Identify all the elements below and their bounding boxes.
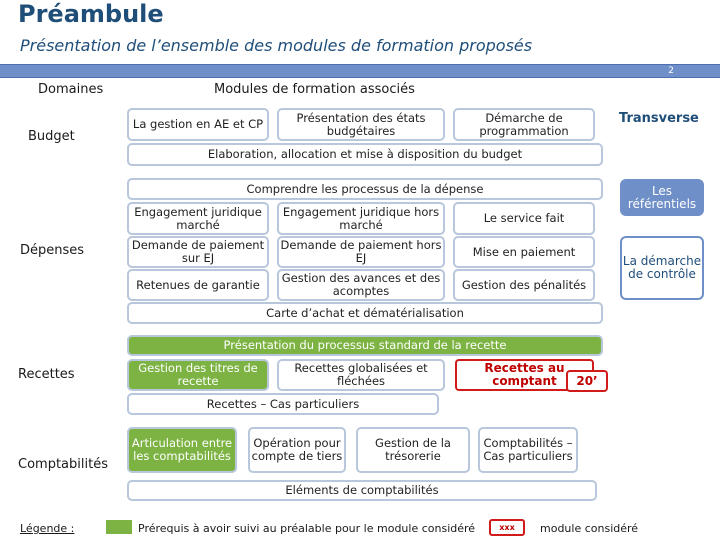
- module-dp-hors-ej: Demande de paiement hors EJ: [277, 236, 445, 268]
- module-recettes-globalisees: Recettes globalisées et fléchées: [277, 359, 445, 391]
- module-ej-marche: Engagement juridique marché: [127, 202, 269, 235]
- module-mise-en-paiement: Mise en paiement: [453, 236, 595, 268]
- module-ej-hors-marche: Engagement juridique hors marché: [277, 202, 445, 235]
- legend-red-text: module considéré: [540, 522, 639, 535]
- module-gestion-tresorerie: Gestion de la trésorerie: [356, 427, 470, 473]
- legend-green-swatch: [106, 520, 132, 534]
- legend-green-text: Prérequis à avoir suivi au préalable pour le module considéré: [138, 522, 476, 535]
- legend-label: Légende :: [20, 522, 75, 535]
- module-articulation-comptabilites: Articulation entre les comptabilités: [127, 427, 237, 473]
- domain-recettes: Recettes: [18, 367, 75, 382]
- module-elaboration-budget: Elaboration, allocation et mise à disposition du budget: [127, 143, 603, 166]
- page-number: 2: [668, 66, 674, 76]
- module-dp-sur-ej: Demande de paiement sur EJ: [127, 236, 269, 268]
- page-title: Préambule: [18, 0, 164, 28]
- module-service-fait: Le service fait: [453, 202, 595, 235]
- module-avances-acomptes: Gestion des avances et des acomptes: [277, 269, 445, 301]
- page-subtitle: Présentation de l’ensemble des modules de formation proposés: [20, 36, 533, 55]
- module-recettes-cas-particuliers: Recettes – Cas particuliers: [127, 393, 439, 415]
- module-gestion-ae-cp: La gestion en AE et CP: [127, 108, 269, 141]
- module-titres-recette: Gestion des titres de recette: [127, 359, 269, 391]
- demarche-controle-box: La démarche de contrôle: [620, 236, 704, 300]
- domain-depenses: Dépenses: [20, 243, 85, 258]
- referentiels-box: Les référentiels: [620, 179, 704, 216]
- module-processus-recette: Présentation du processus standard de la recette: [127, 335, 603, 356]
- module-carte-achat: Carte d’achat et dématérialisation: [127, 302, 603, 324]
- duration-badge: 20’: [566, 370, 608, 392]
- transverse-label: Transverse: [619, 111, 699, 126]
- module-etats-budgetaires: Présentation des états budgétaires: [277, 108, 445, 141]
- module-elements-comptabilites: Eléments de comptabilités: [127, 480, 597, 501]
- module-retenues-garantie: Retenues de garantie: [127, 269, 269, 301]
- legend-red-swatch: xxx: [489, 519, 525, 536]
- module-recettes-comptant: Recettes au comptant: [455, 359, 594, 391]
- module-comptabilites-cas-particuliers: Comptabilités – Cas particuliers: [478, 427, 578, 473]
- domain-budget: Budget: [28, 129, 75, 144]
- module-processus-depense: Comprendre les processus de la dépense: [127, 178, 603, 200]
- modules-header: Modules de formation associés: [214, 82, 415, 97]
- domain-comptabilites: Comptabilités: [18, 457, 108, 472]
- domains-header: Domaines: [38, 82, 104, 97]
- module-penalites: Gestion des pénalités: [453, 269, 595, 301]
- header-bar: [0, 64, 720, 78]
- module-operation-compte-tiers: Opération pour compte de tiers: [248, 427, 346, 473]
- module-demarche-programmation: Démarche de programmation: [453, 108, 595, 141]
